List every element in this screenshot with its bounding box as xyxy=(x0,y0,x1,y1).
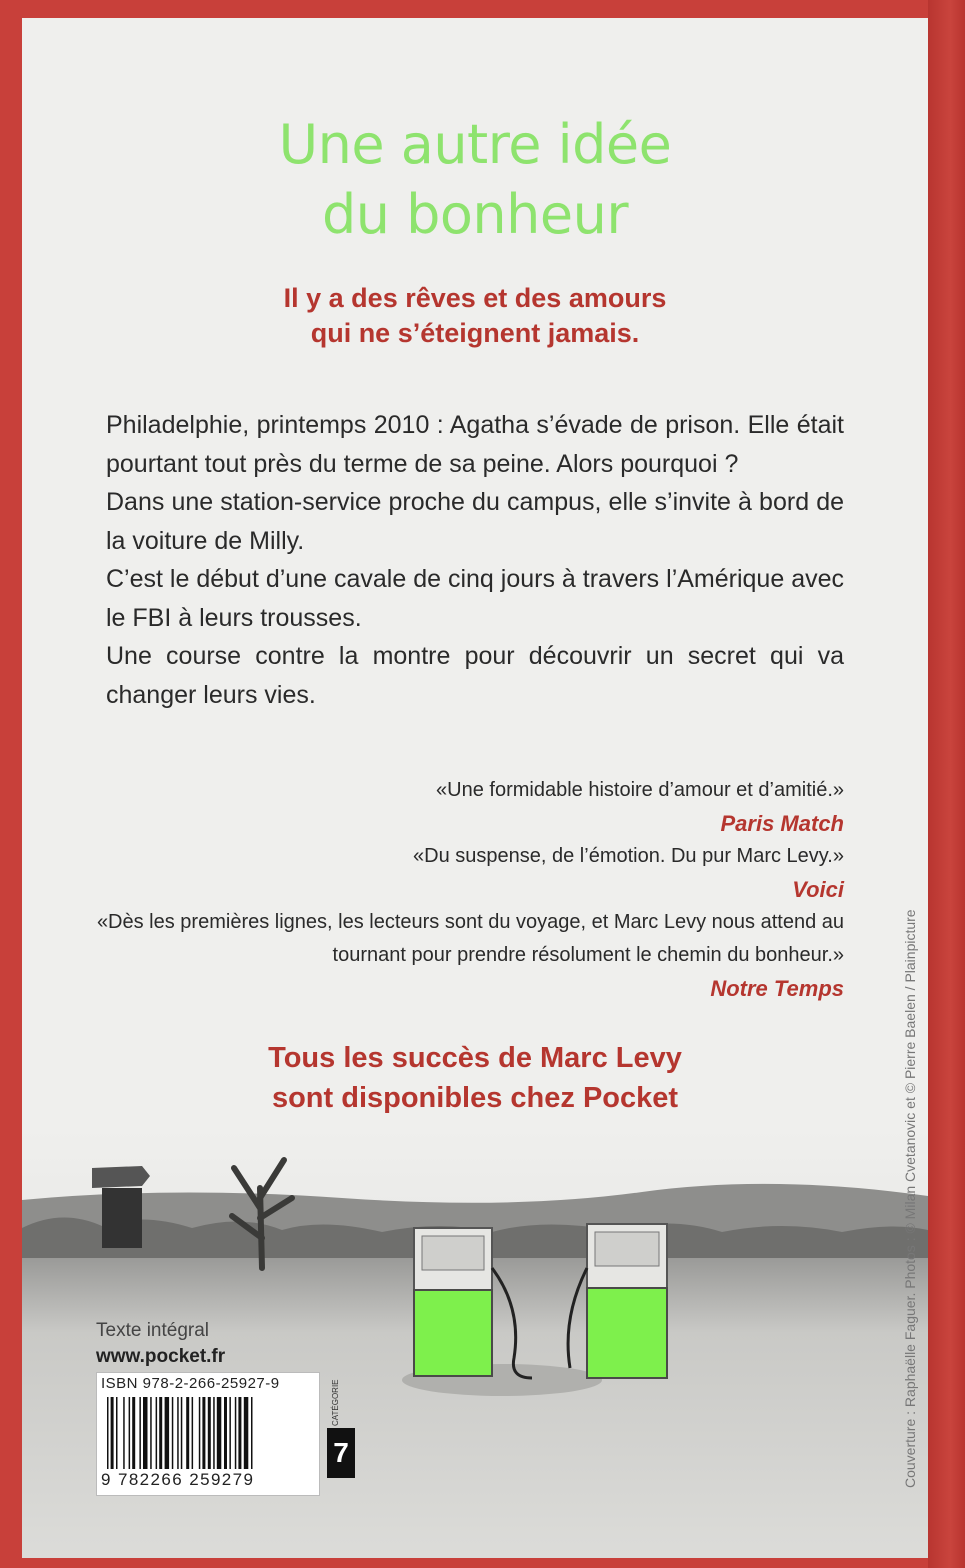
barcode-bar xyxy=(150,1397,152,1469)
barcode-bar xyxy=(116,1397,118,1469)
review-quote: «Dès les premières lignes, les lecteurs sont du voyage, et Marc Levy nous attend au tournant pour prendre résolument le chemin du bonheur.» xyxy=(96,911,844,966)
barcode-bar xyxy=(172,1397,174,1469)
tagline-line-1: Il y a des rêves et des amours xyxy=(283,283,667,313)
barcode-bar xyxy=(129,1397,131,1469)
barcode-bar xyxy=(251,1397,253,1469)
cover-edge xyxy=(928,0,965,1568)
back-cover xyxy=(22,18,928,1558)
review-source: Notre Temps xyxy=(710,976,844,1001)
tagline xyxy=(22,281,928,351)
summary-paragraph: Une course contre la montre pour découvrir un secret qui va changer leurs vies. xyxy=(106,642,844,709)
press-reviews xyxy=(82,774,844,1005)
edition-label: Texte intégral xyxy=(96,1320,210,1341)
barcode-bar xyxy=(139,1397,141,1469)
barcode-bar xyxy=(229,1397,231,1469)
barcode-bar xyxy=(181,1397,183,1469)
barcode-bar xyxy=(165,1397,170,1469)
summary-paragraph: Philadelphie, printemps 2010 : Agatha s’évade de prison. Elle était pourtant tout près du terme de sa peine. Alors pourquoi ? xyxy=(106,411,844,478)
barcode-bar xyxy=(192,1397,194,1469)
barcode-bars-icon xyxy=(107,1397,309,1469)
category-label: CATÉGORIE xyxy=(331,1379,340,1426)
barcode-label xyxy=(96,1372,320,1496)
barcode-bar xyxy=(217,1397,222,1469)
review-source: Voici xyxy=(792,877,844,902)
review-quote: «Une formidable histoire d’amour et d’amitié.» xyxy=(436,779,844,801)
isbn-text: ISBN 978-2-266-25927-9 xyxy=(101,1375,280,1392)
barcode-bar xyxy=(111,1397,114,1469)
ean-number: 9 782266 259279 xyxy=(101,1470,255,1489)
barcode-bar xyxy=(224,1397,227,1469)
review-source: Paris Match xyxy=(720,811,844,836)
promo-line-2: sont disponibles chez Pocket xyxy=(271,1082,679,1114)
publisher-url: www.pocket.fr xyxy=(96,1346,226,1367)
barcode-bar xyxy=(213,1397,215,1469)
summary-paragraph: C’est le début d’une cavale de cinq jours à travers l’Amérique avec le FBI à leurs trousses. xyxy=(106,565,844,632)
photo-credit: Couverture : Raphaëlle Faguer. Photos : © Milan Cvetanovic et © Pierre Baelen / Plainpicture xyxy=(902,909,918,1488)
book-title xyxy=(22,110,928,250)
barcode-bar xyxy=(177,1397,179,1469)
barcode-bar xyxy=(186,1397,189,1469)
barcode-bar xyxy=(244,1397,249,1469)
barcode-bar xyxy=(143,1397,148,1469)
barcode-bar xyxy=(107,1397,109,1469)
promo-text xyxy=(22,1038,928,1118)
publisher-info xyxy=(96,1318,225,1370)
book-title-line-1: Une autre idée xyxy=(278,113,672,176)
promo-line-1: Tous les succès de Marc Levy xyxy=(268,1042,682,1074)
barcode-bar xyxy=(132,1397,135,1469)
summary xyxy=(106,406,844,714)
barcode-bar xyxy=(208,1397,211,1469)
barcode-bar xyxy=(156,1397,158,1469)
barcode-bar xyxy=(123,1397,125,1469)
tagline-line-2: qui ne s’éteignent jamais. xyxy=(310,318,640,348)
barcode-bar xyxy=(199,1397,201,1469)
barcode-bar xyxy=(202,1397,205,1469)
barcode-bar xyxy=(235,1397,237,1469)
book-title-line-2: du bonheur xyxy=(321,183,629,246)
barcode-bar xyxy=(238,1397,241,1469)
summary-paragraph: Dans une station-service proche du campus, elle s’invite à bord de la voiture de Milly. xyxy=(106,488,844,555)
category-badge: 7 xyxy=(327,1428,355,1478)
review-quote: «Du suspense, de l’émotion. Du pur Marc Levy.» xyxy=(413,845,844,867)
barcode-bar xyxy=(159,1397,162,1469)
